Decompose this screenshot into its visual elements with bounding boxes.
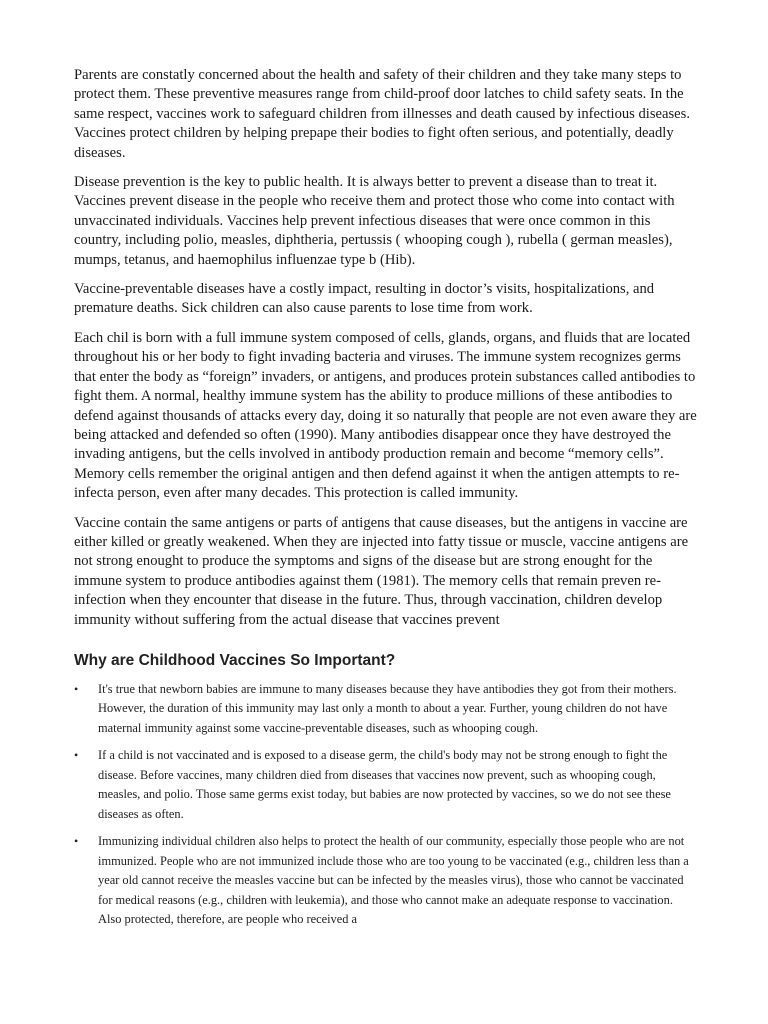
- bullet-text: If a child is not vaccinated and is exposed to a disease germ, the child's body may not be strong enough to fight the disease. Before vaccines, many children died from diseases that vaccines now prevent, such as whooping cough, measles, and polio. Those same germs exist today, but babies are now protected by vaccines, so we do not see these diseases as often.: [98, 748, 671, 821]
- bullet-list: [74, 680, 698, 930]
- paragraph-vaccine-antigens: Vaccine contain the same antigens or parts of antigens that cause diseases, but the antigens in vaccine are either killed or greatly weakened. When they are injected into fatty tissue or muscle, vaccine antigens are not strong enought to produce the symptoms and signs of the disease but are strong enought for the immune system to produce antibodies against them (1981). The memory cells that remain preven re-infection when they encounter that disease in the future. Thus, through vaccination, children develop immunity without suffering from the actual disease that vaccines prevent: [74, 514, 689, 628]
- bullet-item: [74, 746, 698, 824]
- bullet-dot-icon: •: [74, 681, 79, 696]
- paragraph-disease-prevention: Disease prevention is the key to public health. It is always better to prevent a disease than to treat it. Vaccines prevent disease in the people who receive them and protect those who come into contact with unvaccinated individuals. Vaccines help prevent infectious diseases that were once common in this country, including polio, measles, diphtheria, pertussis ( whooping cough ), rubella ( german measles), mumps, tetanus, and haemophilus influenzae type b (Hib).: [74, 174, 675, 268]
- bullet-item: [74, 832, 698, 930]
- bullet-dot-icon: •: [74, 748, 79, 763]
- bullet-text: It's true that newborn babies are immune to many diseases because they have antibodies they got from their mothers. However, the duration of this immunity may last only a month to about a year. Further, young children do not have maternal immunity against some vaccine-preventable diseases, such as whooping cough.: [98, 681, 677, 735]
- section-heading: Why are Childhood Vaccines So Important?: [74, 651, 396, 669]
- paragraph-immune-system: Each chil is born with a full immune system composed of cells, glands, organs, and fluids that are located throughout his or her body to fight invading bacteria and viruses. The immune system recognizes germs that enter the body as “foreign” invaders, or antigens, and produces protein substances called antibodies to fight them. A normal, healthy immune system has the ability to produce millions of these antibodies to defend against thousands of attacks every day, doing it so naturally that people are not even aware they are being attacked and defended so often (1990). Many antibodies disappear once they have destroyed the invading antigens, but the cells involved in antibody production remain and become “memory cells”. Memory cells remember the original antigen and then defend against it when the antigen attempts to re-infecta person, even after many decades. This protection is called immunity.: [74, 329, 697, 502]
- bullet-dot-icon: •: [74, 834, 79, 849]
- bullet-item: [74, 680, 698, 739]
- paragraph-costly-impact: Vaccine-preventable diseases have a costly impact, resulting in doctor’s visits, hospitalizations, and premature deaths. Sick children can also cause parents to lose time from work.: [74, 281, 655, 317]
- document-page: [74, 66, 698, 938]
- paragraph-parents: Parents are constatly concerned about the health and safety of their children and they take many steps to protect them. These preventive measures range from child-proof door latches to child safety seats. In the same respect, vaccines work to safeguard children from illnesses and death caused by infectious diseases. Vaccines protect children by helping prepape their bodies to fight often serious, and potentially, deadly diseases.: [74, 67, 690, 161]
- bullet-text: Immunizing individual children also helps to protect the health of our community, especially those people who are not immunized. People who are not immunized include those who are too young to be vaccinated (e.g., children less than a year old cannot receive the measles vaccine but can be infected by the measles virus), those who cannot be vaccinated for medical reasons (e.g., children with leukemia), and those who cannot make an adequate response to vaccination. Also protected, therefore, are people who received a: [98, 834, 689, 927]
